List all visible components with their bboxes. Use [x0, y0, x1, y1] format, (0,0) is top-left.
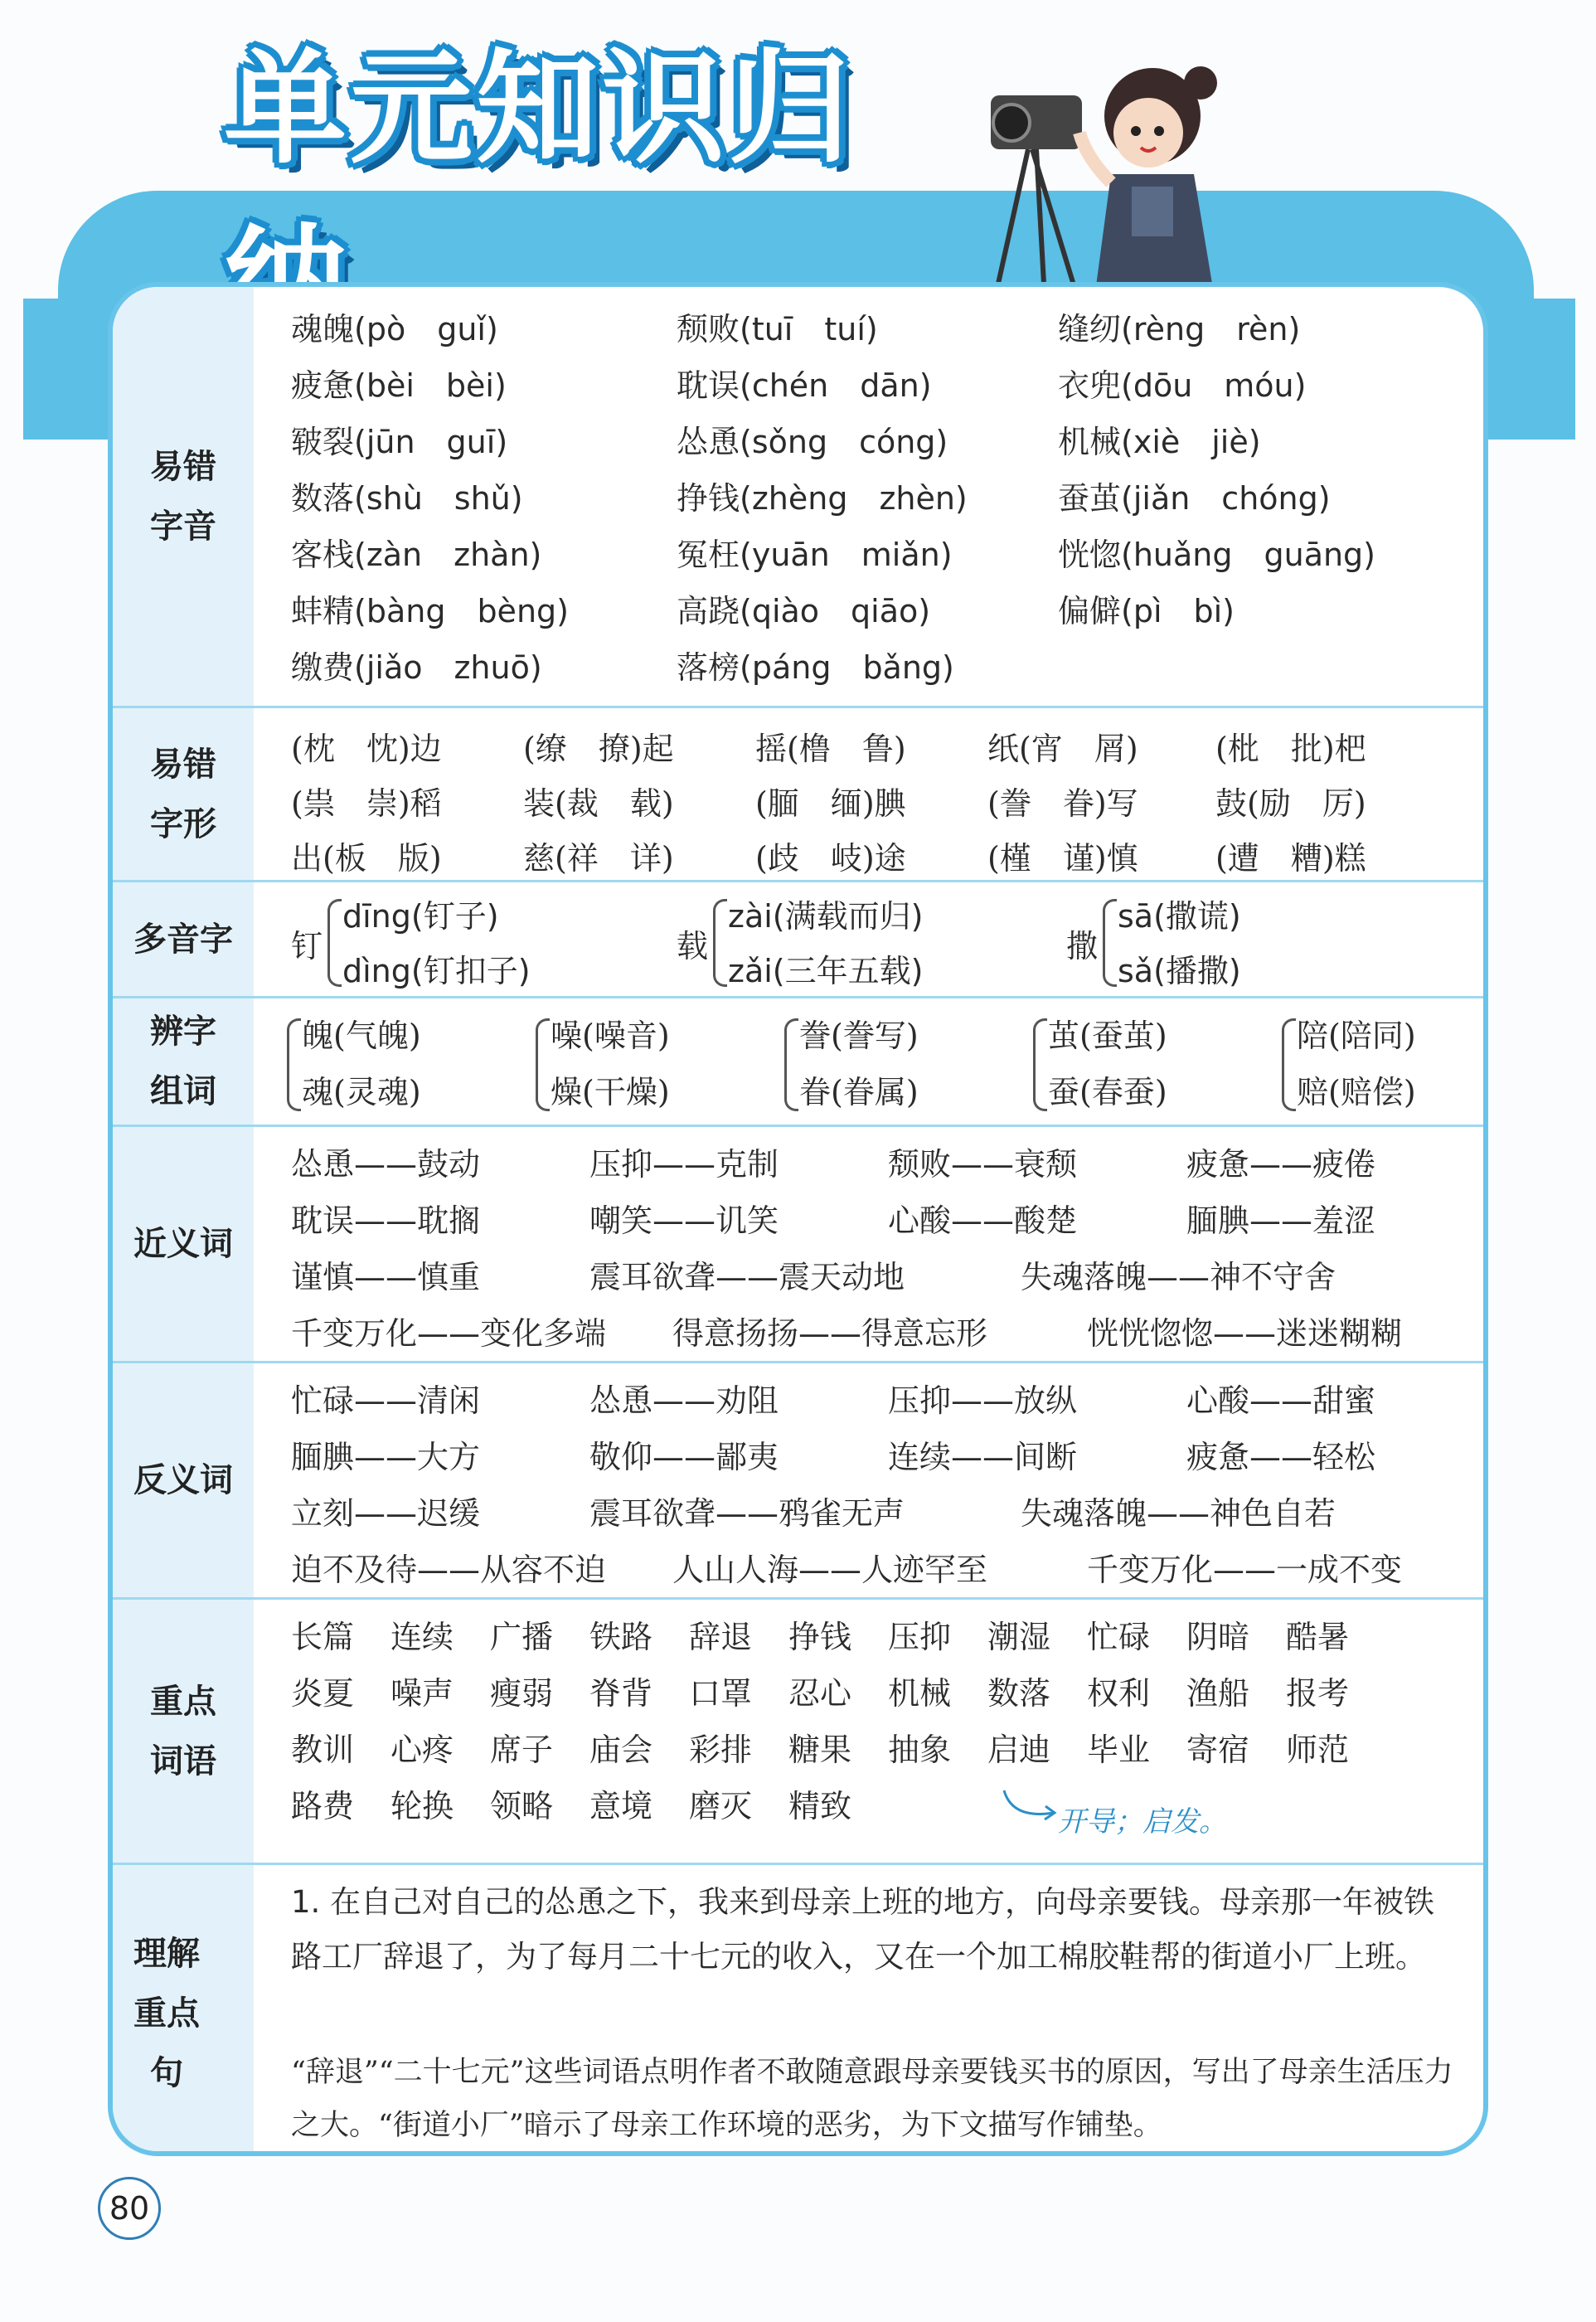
pron-item: 缴费(jiǎo zhuō)	[291, 649, 542, 686]
label-line: 组词	[150, 1072, 216, 1110]
label-line: 重点句	[133, 1994, 200, 2092]
antonym-pair: 人山人海——人迹罕至	[672, 1552, 988, 1588]
distinguish-line: 蚕(春蚕)	[1048, 1074, 1167, 1110]
keyword-item: 糖果	[788, 1732, 852, 1768]
pron-item: 恍惚(huǎng guāng)	[1058, 537, 1376, 573]
keyword-item: 轮换	[391, 1788, 454, 1824]
keyword-item: 酷暑	[1286, 1619, 1350, 1655]
section-synonyms	[113, 1125, 1483, 1361]
brace-mark	[1033, 1018, 1047, 1111]
antonym-pair: 失魂落魄——神色自若	[1021, 1495, 1336, 1532]
keyword-item: 连续	[391, 1619, 454, 1655]
label-line: 易错	[150, 745, 216, 784]
pron-item: 客栈(zàn zhàn)	[291, 537, 542, 573]
keyword-item: 铁路	[589, 1619, 653, 1655]
polyphone-char: 钉	[291, 928, 323, 964]
pron-item: 偏僻(pì bì)	[1058, 593, 1235, 629]
glyph-item: (缭 撩)起	[523, 731, 674, 767]
section-label	[113, 1363, 254, 1597]
camera-tripod-mascot-icon	[987, 50, 1252, 299]
keyword-item: 口罩	[689, 1675, 753, 1712]
polyphone-char: 撒	[1066, 928, 1099, 964]
antonym-pair: 怂恿——劝阻	[589, 1382, 779, 1419]
keyword-item: 报考	[1286, 1675, 1350, 1712]
synonym-pair: 千变万化——变化多端	[291, 1315, 607, 1352]
polyphone-line: dìng(钉扣子)	[342, 953, 531, 989]
label-line: 理解	[133, 1934, 200, 1973]
brace-mark	[1103, 899, 1117, 987]
keyword-item: 噪声	[391, 1675, 454, 1712]
pron-item: 衣兜(dōu móu)	[1058, 367, 1307, 404]
keyword-item: 瘦弱	[490, 1675, 554, 1712]
keywords-grid	[270, 1600, 1467, 1863]
keyword-item: 席子	[490, 1732, 554, 1768]
synonym-pair: 得意扬扬——得意忘形	[672, 1315, 988, 1352]
synonym-pair: 谨慎——慎重	[291, 1259, 481, 1295]
keyword-item: 毕业	[1087, 1732, 1151, 1768]
distinguish-line: 燥(干燥)	[551, 1074, 670, 1110]
polyphone-grid	[270, 882, 1467, 996]
distinguish-grid	[270, 998, 1467, 1125]
sentences-content	[270, 1865, 1467, 2156]
synonyms-grid	[270, 1127, 1467, 1361]
keyword-item: 意境	[589, 1788, 653, 1824]
label-line: 多音字	[133, 920, 233, 959]
keyword-item: 炎夏	[291, 1675, 355, 1712]
keyword-item: 广播	[490, 1619, 554, 1655]
section-keywords	[113, 1597, 1483, 1863]
glyph-item: 慈(祥 详)	[523, 840, 674, 877]
label-line: 近义词	[133, 1225, 233, 1263]
keyword-item: 教训	[291, 1732, 355, 1768]
keyword-item: 启迪	[987, 1732, 1051, 1768]
pron-item: 数落(shù shǔ)	[291, 480, 523, 517]
section-label	[113, 882, 254, 996]
glyph-grid	[270, 708, 1467, 880]
brace-mark	[327, 899, 342, 987]
key-sentence: 1. 在自己对自己的怂恿之下，我来到母亲上班的地方，向母亲要钱。母亲那一年被铁路工厂辞退了，为了每月二十七元的收入，又在一个加工棉胶鞋帮的街道小厂上班。	[291, 1884, 1435, 1975]
pron-item: 蚌精(bàng bèng)	[291, 593, 569, 629]
keyword-item: 忙碌	[1087, 1619, 1151, 1655]
label-line: 辨字	[150, 1013, 216, 1051]
pron-item: 挣钱(zhèng zhèn)	[677, 480, 968, 517]
glyph-item: (腼 缅)腆	[755, 785, 906, 822]
label-line: 词语	[150, 1742, 216, 1780]
brace-mark	[784, 1018, 798, 1111]
keyword-item: 脊背	[589, 1675, 653, 1712]
keyword-item: 挣钱	[788, 1619, 852, 1655]
section-label	[113, 1865, 254, 2156]
distinguish-line: 魂(灵魂)	[302, 1074, 421, 1110]
keyword-item: 领略	[490, 1788, 554, 1824]
distinguish-group	[536, 998, 768, 1127]
page-title	[224, 37, 953, 265]
glyph-item: (遭 糟)糕	[1215, 840, 1366, 877]
keyword-item: 辞退	[689, 1619, 753, 1655]
knowledge-card	[108, 282, 1488, 2156]
polyphone-line: dīng(钉子)	[342, 898, 499, 935]
synonym-pair: 心酸——酸楚	[888, 1202, 1078, 1239]
synonym-pair: 恍恍惚惚——迷迷糊糊	[1087, 1315, 1403, 1352]
distinguish-line: 眷(眷属)	[799, 1074, 919, 1110]
synonym-pair: 颓败——衰颓	[888, 1146, 1078, 1183]
glyph-item: (誊 眷)写	[987, 785, 1138, 822]
keyword-item: 抽象	[888, 1732, 952, 1768]
synonym-pair: 失魂落魄——神不守舍	[1021, 1259, 1336, 1295]
label-line: 重点	[150, 1682, 216, 1721]
synonym-pair: 压抑——克制	[589, 1146, 779, 1183]
distinguish-line: 魄(气魄)	[302, 1018, 421, 1054]
polyphone-group	[291, 882, 639, 998]
polyphone-line: zǎi(三年五载)	[728, 953, 924, 989]
distinguish-group	[287, 998, 519, 1127]
distinguish-group	[1033, 998, 1265, 1127]
pron-item: 怂恿(sǒng cóng)	[677, 424, 948, 460]
section-label	[113, 1600, 254, 1863]
distinguish-line: 赔(赔偿)	[1297, 1074, 1416, 1110]
glyph-item: 纸(宵 屑)	[987, 731, 1138, 767]
glyph-item: (歧 岐)途	[755, 840, 906, 877]
keyword-item: 渔船	[1186, 1675, 1250, 1712]
glyph-item: (槿 谨)慎	[987, 840, 1138, 877]
pron-item: 耽误(chén dān)	[677, 367, 932, 404]
distinguish-line: 茧(蚕茧)	[1048, 1018, 1167, 1054]
synonym-pair: 耽误——耽搁	[291, 1202, 481, 1239]
section-polyphone	[113, 880, 1483, 996]
polyphone-line: zài(满载而归)	[728, 898, 924, 935]
antonym-pair: 立刻——迟缓	[291, 1495, 481, 1532]
annotation-note: 开导；启发。	[1058, 1805, 1227, 1839]
glyph-item: (枕 忱)边	[291, 731, 442, 767]
distinguish-line: 誊(誊写)	[799, 1018, 919, 1054]
distinguish-line: 噪(噪音)	[551, 1018, 670, 1054]
distinguish-group	[784, 998, 1016, 1127]
keyword-item: 磨灭	[689, 1788, 753, 1824]
keyword-item: 潮湿	[987, 1619, 1051, 1655]
keyword-item: 路费	[291, 1788, 355, 1824]
label-line: 易错	[150, 447, 216, 486]
polyphone-group	[1066, 882, 1414, 998]
keyword-item: 师范	[1286, 1732, 1350, 1768]
keyword-item: 压抑	[888, 1619, 952, 1655]
pron-item: 冤枉(yuān miǎn)	[677, 537, 953, 573]
antonym-pair: 震耳欲聋——鸦雀无声	[589, 1495, 905, 1532]
pron-item: 颓败(tuī tuí)	[677, 311, 878, 347]
pron-item: 蚕茧(jiǎn chóng)	[1058, 480, 1331, 517]
section-antonyms	[113, 1361, 1483, 1597]
keyword-item: 心疼	[391, 1732, 454, 1768]
pron-item: 魂魄(pò guǐ)	[291, 311, 498, 347]
label-line: 字音	[150, 507, 216, 546]
arrow-icon	[1000, 1786, 1058, 1828]
section-distinguish	[113, 996, 1483, 1125]
distinguish-line: 陪(陪同)	[1297, 1018, 1416, 1054]
brace-mark	[713, 899, 727, 987]
antonyms-grid	[270, 1363, 1467, 1597]
keyword-item: 忍心	[788, 1675, 852, 1712]
glyph-item: 摇(橹 鲁)	[755, 731, 906, 767]
pron-item: 疲惫(bèi bèi)	[291, 367, 507, 404]
antonym-pair: 心酸——甜蜜	[1186, 1382, 1376, 1419]
glyph-item: (枇 批)杷	[1215, 731, 1366, 767]
brace-mark	[1282, 1018, 1296, 1111]
polyphone-group	[677, 882, 1025, 998]
label-line: 反义词	[133, 1461, 233, 1499]
distinguish-group	[1282, 998, 1488, 1127]
section-label	[113, 287, 254, 706]
synonym-pair: 震耳欲聋——震天动地	[589, 1259, 905, 1295]
page-number: 80	[98, 2177, 161, 2240]
keyword-item: 机械	[888, 1675, 952, 1712]
keyword-item: 阴暗	[1186, 1619, 1250, 1655]
glyph-item: 装(裁 载)	[523, 785, 674, 822]
antonym-pair: 迫不及待——从容不迫	[291, 1552, 607, 1588]
keyword-item: 寄宿	[1186, 1732, 1250, 1768]
glyph-item: 出(板 版)	[291, 840, 442, 877]
antonym-pair: 腼腆——大方	[291, 1439, 481, 1475]
page-title-text: 单元知识归	[224, 37, 854, 180]
label-line: 字形	[150, 804, 216, 843]
polyphone-char: 载	[677, 928, 709, 964]
pron-item: 机械(xiè jiè)	[1058, 424, 1261, 460]
section-label	[113, 998, 254, 1125]
pron-item: 缝纫(rèng rèn)	[1058, 311, 1301, 347]
glyph-item: (祟 崇)稻	[291, 785, 442, 822]
antonym-pair: 连续——间断	[888, 1439, 1078, 1475]
antonym-pair: 千变万化——一成不变	[1087, 1552, 1403, 1588]
antonym-pair: 忙碌——清闲	[291, 1382, 481, 1419]
pron-item: 皲裂(jūn guī)	[291, 424, 508, 460]
polyphone-line: sā(撒谎)	[1118, 898, 1241, 935]
synonym-pair: 腼腆——羞涩	[1186, 1202, 1376, 1239]
antonym-pair: 敬仰——鄙夷	[589, 1439, 779, 1475]
synonym-pair: 怂恿——鼓动	[291, 1146, 481, 1183]
section-sentences	[113, 1863, 1483, 2156]
antonym-pair: 压抑——放纵	[888, 1382, 1078, 1419]
section-label	[113, 708, 254, 880]
antonym-pair: 疲惫——轻松	[1186, 1439, 1376, 1475]
glyph-item: 鼓(励 厉)	[1215, 785, 1366, 822]
section-pronunciation	[113, 287, 1483, 706]
keyword-item: 长篇	[291, 1619, 355, 1655]
keyword-item: 权利	[1087, 1675, 1151, 1712]
keyword-item: 数落	[987, 1675, 1051, 1712]
sentence-analysis: “辞退”“二十七元”这些词语点明作者不敢随意跟母亲要钱买书的原因，写出了母亲生活压力之大。“街道小厂”暗示了母亲工作环境的恶劣，为下文描写作铺垫。	[291, 2056, 1453, 2142]
section-glyph	[113, 706, 1483, 880]
pronunciation-grid	[270, 287, 1467, 706]
brace-mark	[536, 1018, 550, 1111]
keyword-item: 精致	[788, 1788, 852, 1824]
keyword-item: 庙会	[589, 1732, 653, 1768]
keyword-item: 彩排	[689, 1732, 753, 1768]
section-label	[113, 1127, 254, 1361]
pron-item: 落榜(páng bǎng)	[677, 649, 954, 686]
polyphone-line: sǎ(播撒)	[1118, 953, 1241, 989]
pron-item: 高跷(qiào qiāo)	[677, 593, 931, 629]
synonym-pair: 疲惫——疲倦	[1186, 1146, 1376, 1183]
brace-mark	[287, 1018, 301, 1111]
synonym-pair: 嘲笑——讥笑	[589, 1202, 779, 1239]
